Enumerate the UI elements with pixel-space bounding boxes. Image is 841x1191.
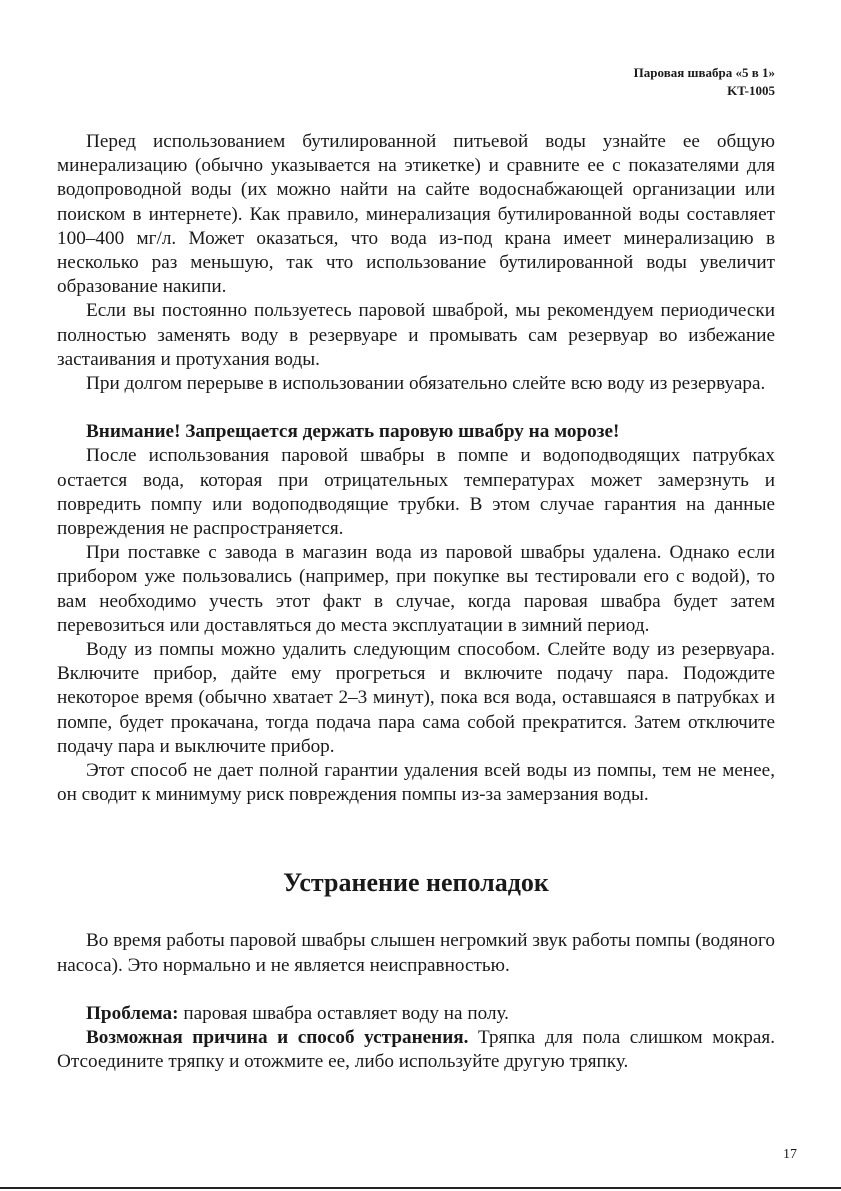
- page-body: [57, 130, 775, 1075]
- paragraph-factory-delivery: При поставке с завода в магазин вода из паровой швабры удалена. Однако если прибором уже пользовались (например, при покупке вы тестировали его с водой), то вам необходимо учесть этот факт в случае, когда паровая швабра будет затем перевозиться или доставляться до места эксплуатации в зимний период.: [57, 542, 775, 636]
- warning-heading: Внимание! Запрещается держать паровую швабру на морозе!: [86, 421, 620, 443]
- problem-label: Проблема:: [86, 1002, 179, 1024]
- paragraph-reservoir-replacement: Если вы постоянно пользуетесь паровой шваброй, мы рекомендуем периодически полностью заменять воду в резервуаре и промывать сам резервуар во избежание застаивания и протухания воды.: [57, 300, 775, 370]
- cause-text: Тряпка для пола слишком мокрая. Отсоедините тряпку и отожмите ее, либо используйте другую тряпку.: [57, 1027, 776, 1073]
- header-model-number: KT-1005: [727, 83, 775, 98]
- spacer: [57, 807, 775, 867]
- paragraph-method-limitation: Этот способ не дает полной гарантии удаления всей воды из помпы, тем не менее, он сводит к минимуму риск повреждения помпы из-за замерзания воды.: [57, 760, 775, 806]
- running-header: [634, 64, 775, 100]
- paragraph-pump-draining: Воду из помпы можно удалить следующим способом. Слейте воду из резервуара. Включите прибор, дайте ему прогреться и включите подачу пара. Подождите некоторое время (обычно хватает 2–3 минут), пока вся вода, оставшаяся в патрубках и помпе, будет прокачана, тогда подача пара сама собой прекратится. Затем отключите подачу пара и выключите прибор.: [57, 639, 775, 757]
- cause-label: Возможная причина и способ устранения.: [86, 1027, 469, 1049]
- spacer: [57, 396, 775, 420]
- paragraph-long-break: При долгом перерыве в использовании обязательно слейте всю воду из резервуара.: [86, 373, 766, 395]
- header-product-name: Паровая швабра «5 в 1»: [633, 65, 775, 80]
- spacer: [57, 978, 775, 1002]
- problem-text: паровая швабра оставляет воду на полу.: [183, 1002, 509, 1024]
- bottom-divider: [0, 1187, 841, 1189]
- section-title-troubleshooting: Устранение неполадок: [283, 868, 549, 898]
- paragraph-mineralization: Перед использованием бутилированной питьевой воды узнайте ее общую минерализацию (обычно указывается на этикетке) и сравните ее с показателями для водопроводной воды (их можно найти на сайте водоснабжающей организации или поиском в интернете). Как правило, минерализация бутилированной воды составляет 100–400 мг/л. Может оказаться, что вода из-под крана имеет минерализацию в несколько раз меньшую, так что использование бутилированной воды увеличит образование накипи.: [57, 131, 775, 298]
- paragraph-residual-water: После использования паровой швабры в помпе и водоподводящих патрубках остается вода, которая при отрицательных температурах может замерзнуть и повредить помпу или водоподводящие трубки. В этом случае гарантия на данные повреждения не распространяется.: [57, 445, 775, 540]
- problem-statement: [57, 1002, 775, 1026]
- cause-statement: [57, 1026, 775, 1074]
- page-number: 17: [783, 1147, 797, 1162]
- paragraph-pump-noise: Во время работы паровой швабры слышен негромкий звук работы помпы (водяного насоса). Это нормально и не является неисправностью.: [57, 930, 775, 976]
